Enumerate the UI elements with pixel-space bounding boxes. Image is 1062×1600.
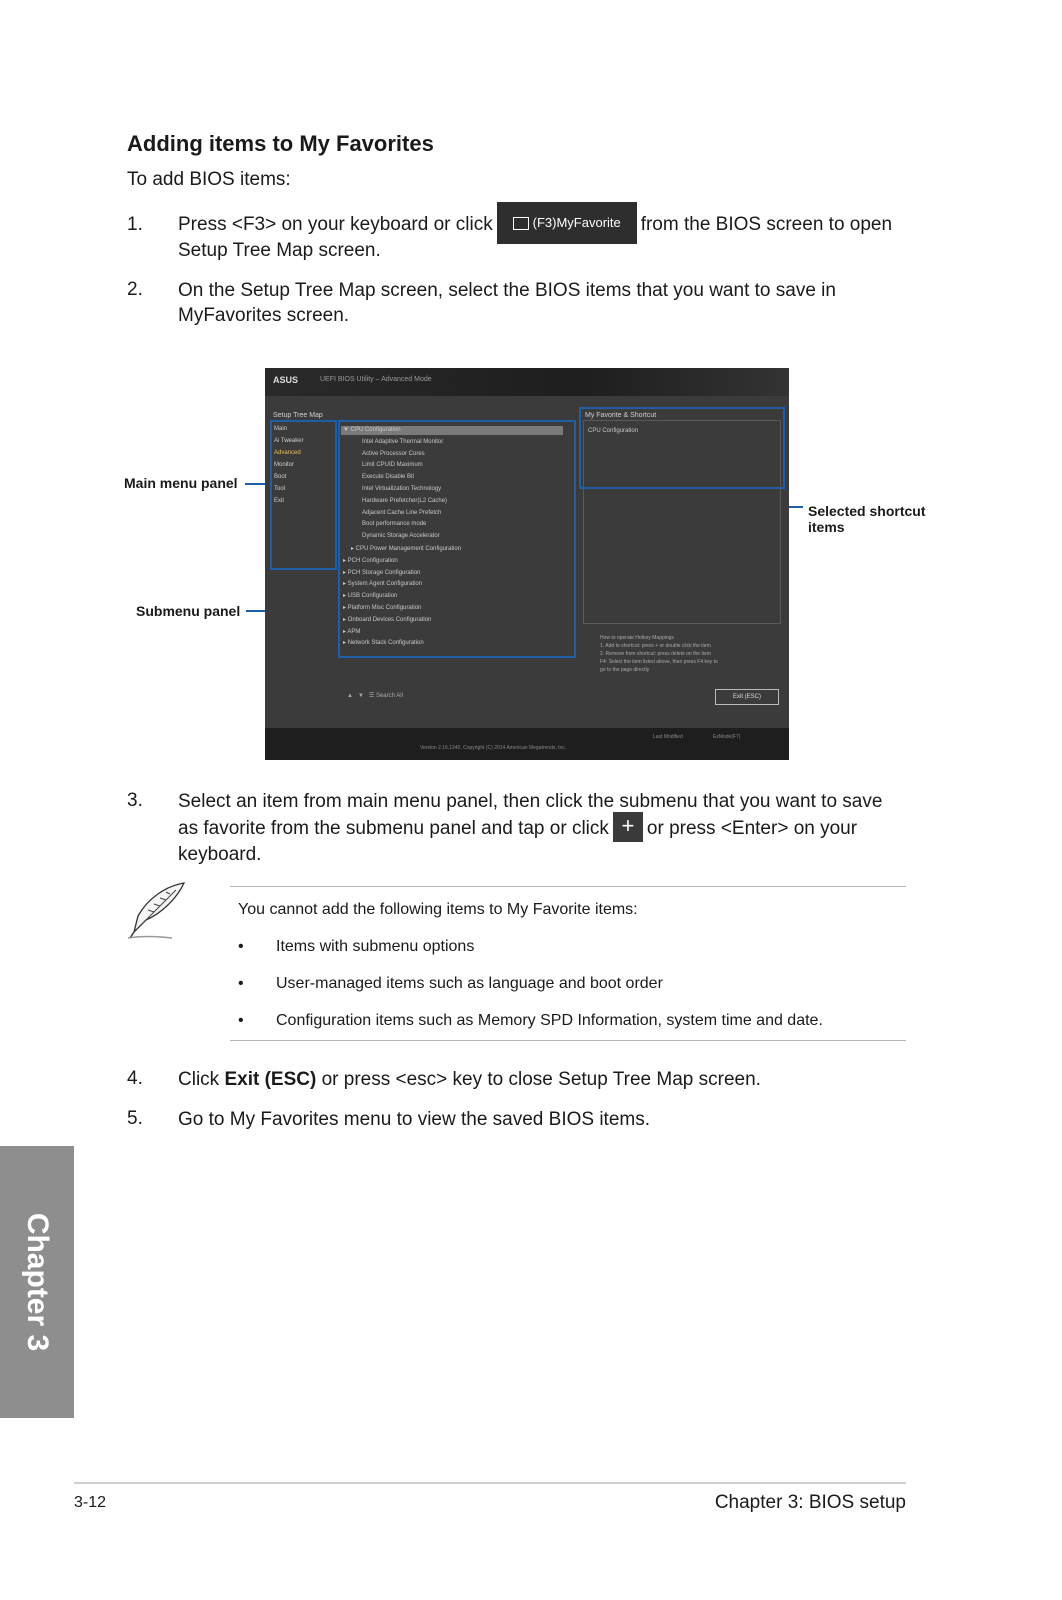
bios-version: Version 2.16.1240. Copyright (C) 2014 American Megatrends, Inc. — [420, 745, 567, 751]
feather-pen-icon — [126, 880, 188, 942]
help-text — [600, 634, 780, 674]
step-1-line2: Setup Tree Map screen. — [178, 240, 381, 261]
intro-text: To add BIOS items: — [127, 169, 291, 190]
step-4-text-pre: Click — [178, 1069, 225, 1090]
main-menu-item[interactable]: Main — [274, 426, 288, 432]
callout-selected-line2: items — [808, 519, 845, 535]
section-heading: Adding items to My Favorites — [127, 131, 434, 156]
step-1-number: 1. — [127, 214, 143, 235]
chapter-tab-label: Chapter 3 — [21, 1212, 54, 1352]
main-menu-box — [270, 420, 337, 570]
note-bullet-icon: • — [238, 975, 244, 992]
footer-chapter: Chapter 3: BIOS setup — [714, 1492, 906, 1513]
callout-main-menu: Main menu panel — [124, 475, 238, 491]
list-icon — [513, 217, 529, 230]
step-1-text-pre: Press <F3> on your keyboard or click — [178, 214, 493, 236]
callout-submenu: Submenu panel — [136, 603, 241, 619]
note-bullet-2: User-managed items such as language and boot order — [276, 975, 663, 992]
search-label[interactable]: Search All — [375, 693, 403, 699]
submenu-item[interactable]: ▸ Onboard Devices Configuration — [343, 616, 432, 623]
submenu-item[interactable]: ▸ PCH Configuration — [343, 557, 398, 564]
submenu-item[interactable]: Adjacent Cache Line Prefetch — [362, 509, 442, 516]
step-5-number: 5. — [127, 1108, 143, 1129]
bios-bottom-bar — [265, 728, 789, 760]
step-5: Go to My Favorites menu to view the saved BIOS items. — [178, 1109, 651, 1130]
note-bottom-rule — [230, 1040, 906, 1041]
step-4-number: 4. — [127, 1068, 143, 1089]
main-menu-item[interactable]: Boot — [274, 474, 287, 480]
exit-esc-button[interactable]: Exit (ESC) — [715, 689, 779, 705]
submenu-item[interactable]: ▸ System Agent Configuration — [343, 581, 423, 588]
main-menu-item[interactable]: Tool — [274, 486, 286, 492]
submenu-item[interactable]: ▸ APM — [343, 628, 361, 635]
submenu-box — [338, 420, 576, 658]
submenu-item[interactable]: Intel Virtualization Technology — [362, 486, 442, 492]
bios-screenshot — [265, 368, 789, 760]
step-4-text-post: or press <esc> key to close Setup Tree Map screen. — [316, 1069, 761, 1090]
submenu-item[interactable]: ▼ CPU Configuration — [343, 427, 401, 433]
main-menu-item[interactable]: Monitor — [274, 462, 295, 468]
callout-selected-line1: Selected shortcut — [808, 503, 926, 519]
note-bullet-icon: • — [238, 1012, 244, 1029]
submenu-item[interactable]: Limit CPUID Maximum — [362, 462, 423, 469]
step-1-text-post: from the BIOS screen to open — [640, 214, 893, 236]
chapter-tab — [0, 1146, 74, 1418]
step-2-number: 2. — [127, 279, 143, 300]
submenu-item[interactable]: Execute Disable Bit — [362, 474, 415, 481]
step-3-line3: keyboard. — [178, 844, 262, 865]
bios-toolbar: ▲ ▼ ☰ Search All — [347, 693, 403, 699]
selected-shortcut-box — [579, 407, 785, 489]
submenu-item[interactable]: ▸ PCH Storage Configuration — [343, 569, 421, 576]
note-bullet-1: Items with submenu options — [276, 938, 475, 955]
submenu-item[interactable]: Active Processor Cores — [362, 450, 425, 457]
submenu-item[interactable]: ▸ USB Configuration — [343, 593, 398, 600]
setup-tree-map-title: Setup Tree Map — [273, 412, 323, 419]
step-3-line2 — [178, 814, 918, 844]
step-3-line1: Select an item from main menu panel, then click the submenu that you want to save — [178, 791, 883, 812]
help-line: How to operate Hotkey Mappings — [600, 635, 674, 641]
step-4 — [178, 1067, 918, 1092]
main-menu-item[interactable]: Ai Tweaker — [274, 438, 304, 444]
step-3-number: 3. — [127, 790, 143, 811]
favorite-title: My Favorite & Shortcut — [585, 412, 657, 419]
submenu-item[interactable]: Dynamic Storage Accelerator — [362, 533, 440, 540]
ezmode-button[interactable]: EzMode(F7) — [713, 734, 741, 740]
submenu-item[interactable]: Boot performance mode — [362, 521, 427, 528]
submenu-item[interactable]: ▸ Network Stack Configuration — [343, 640, 424, 647]
myfavorite-button-label: (F3)MyFavorite — [532, 215, 621, 230]
note-top-rule — [230, 886, 906, 887]
note-bullet-icon: • — [238, 938, 244, 955]
main-menu-item[interactable]: Exit — [274, 498, 285, 504]
help-line: go to the page directly — [600, 667, 650, 673]
main-menu-item[interactable]: Advanced — [274, 450, 301, 456]
submenu-item[interactable]: Intel Adaptive Thermal Monitor — [362, 438, 444, 445]
page-number: 3-12 — [74, 1494, 107, 1511]
favorite-item[interactable]: CPU Configuration — [588, 428, 639, 434]
bios-title: UEFI BIOS Utility – Advanced Mode — [320, 376, 432, 383]
step-3-text-pre: as favorite from the submenu panel and tap or click — [178, 818, 609, 840]
note-bullet-3: Configuration items such as Memory SPD Information, system time and date. — [276, 1012, 823, 1029]
help-line: 2. Remove from shortcut: press delete on the item — [600, 651, 711, 657]
step-4-bold: Exit (ESC) — [224, 1069, 317, 1090]
help-line: 1. Add to shortcut: press + or double click the item — [600, 643, 711, 649]
add-plus-button[interactable]: + — [613, 812, 643, 842]
last-modified[interactable]: Last Modified — [653, 734, 683, 740]
submenu-item[interactable]: ▸ CPU Power Management Configuration — [351, 546, 462, 552]
note-intro: You cannot add the following items to My Favorite items: — [238, 901, 638, 918]
step-2-line1: On the Setup Tree Map screen, select the BIOS items that you want to save in — [178, 280, 836, 301]
step-3-text-post: or press <Enter> on your — [646, 818, 858, 840]
submenu-item[interactable]: ▸ Platform Misc Configuration — [343, 605, 422, 611]
submenu-item[interactable]: Hardware Prefetcher(L2 Cache) — [362, 497, 448, 504]
step-2-line2: MyFavorites screen. — [178, 305, 350, 326]
help-line: F4: Select the item listed above, then press F4 key to — [600, 659, 718, 665]
asus-logo: ASUS — [273, 375, 299, 385]
footer-rule — [74, 1482, 906, 1484]
